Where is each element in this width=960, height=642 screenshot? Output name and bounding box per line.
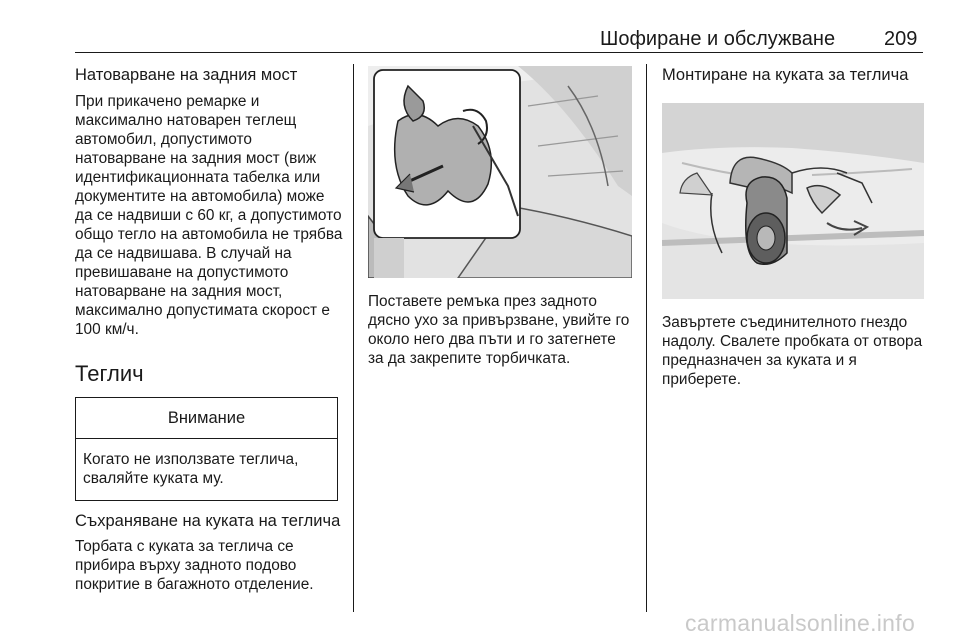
towbar-socket-illustration	[662, 103, 924, 299]
towbar-bag-trunk-illustration	[368, 66, 632, 278]
column-middle	[368, 66, 632, 368]
page-header-title: Шофиране и обслужване	[600, 28, 836, 50]
watermark-text: carmanualsonline.info	[685, 610, 916, 636]
column-right	[662, 66, 924, 389]
towbar-storage-heading: Съхраняване на куката на теглича	[75, 512, 341, 530]
rear-axle-load-heading: Натоварване на задния мост	[75, 66, 298, 84]
strap-instructions-caption: Поставете ремъка през задното дясно ухо за привързване, увийте го около него два пъти и го затегнете за да закрепите торбичката.	[368, 293, 630, 367]
warning-title: Внимание	[76, 398, 337, 439]
column-divider-1	[353, 64, 354, 612]
page-number: 209	[884, 28, 918, 50]
header-rule	[75, 52, 923, 53]
towbar-storage-paragraph: Торбата с куката за теглича се прибира върху задното подово покритие в багажното отделение.	[75, 538, 314, 593]
rear-axle-load-paragraph: При прикачено ремарке и максимално натоварен теглещ автомобил, допустимото натоварване на задния мост (виж идентификационната табелка или документите на автомобила) може да се надвиши с 60 кг, а допустимото общо тегло на автомобила не трябва да се надвишава. В случай на превишаване на допустимото натоварване на задния мост, максимално допустимата скорост е 100 км/ч.	[75, 93, 343, 338]
warning-box	[75, 397, 338, 501]
column-divider-2	[646, 64, 647, 612]
socket-instructions-caption: Завъртете съединителното гнездо надолу. Свалете пробката от отвора предназначен за куката и я приберете.	[662, 314, 923, 388]
towbar-heading: Теглич	[75, 361, 144, 386]
warning-text: Когато не използвате теглича, сваляйте куката му.	[83, 451, 299, 487]
column-left	[75, 66, 345, 594]
towbar-mounting-heading: Монтиране на куката за теглича	[662, 66, 909, 84]
